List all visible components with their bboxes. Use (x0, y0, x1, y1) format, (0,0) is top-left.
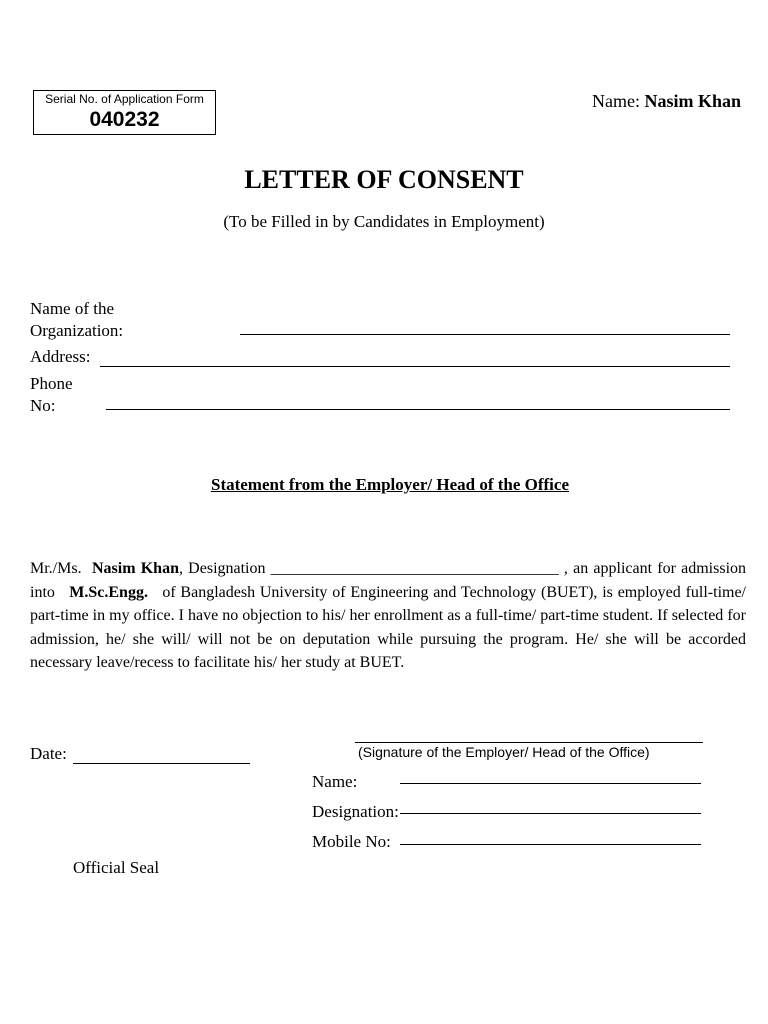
salutation: Mr./Ms. (30, 560, 82, 577)
address-field[interactable] (100, 366, 730, 367)
serial-number-value: 040232 (89, 108, 160, 131)
organization-name-label (30, 298, 123, 342)
employer-designation-field[interactable] (400, 813, 701, 814)
signature-caption: (Signature of the Employer/ Head of the Office) (358, 744, 650, 760)
serial-number-box (33, 90, 216, 135)
employer-mobile-field[interactable] (400, 844, 701, 845)
employer-name-field[interactable] (400, 783, 701, 784)
employer-name-label: Name: (312, 772, 358, 791)
applicant-name-label: Name: (591, 91, 640, 111)
statement-paragraph (30, 557, 746, 675)
designation-blank[interactable]: ____________________________________ (270, 560, 559, 577)
address-label: Address: (30, 347, 91, 366)
designation-label: , Designation (178, 560, 266, 577)
employer-mobile-label: Mobile No: (312, 832, 391, 851)
signature-line[interactable] (355, 742, 703, 743)
statement-applicant-name: Nasim Khan (91, 560, 179, 577)
date-field[interactable] (73, 763, 250, 764)
employer-designation-label: Designation: (312, 802, 399, 821)
organization-name-field[interactable] (240, 334, 730, 335)
phone-label-line2: No: (30, 396, 56, 415)
phone-label (30, 373, 73, 417)
official-seal-label: Official Seal (73, 858, 160, 877)
statement-body: of Bangladesh University of Engineering and Technology (BUET), is employed full-time/ part-time in my office. I have no objection to his/ her enrollment as a full-time/ part-time student. If selected for admission, he/ she will/ will not be on deputation while pursuing the program. He/ she will be accorded necessary leave/recess to facilitate his/ her study at BUET. (30, 583, 747, 671)
organization-name-label-line1: Name of the (30, 299, 115, 318)
phone-label-line1: Phone (30, 374, 73, 393)
applicant-name-value: Nasim Khan (644, 91, 741, 111)
date-label: Date: (30, 744, 67, 763)
statement-heading: Statement from the Employer/ Head of the Office (210, 475, 569, 494)
program-name: M.Sc.Engg. (69, 583, 148, 601)
organization-name-label-line2: Organization: (30, 321, 124, 340)
page-title: LETTER OF CONSENT (244, 165, 524, 194)
phone-field[interactable] (106, 409, 730, 410)
page-subtitle: (To be Filled in by Candidates in Employment) (223, 212, 545, 231)
statement-intro: , an applicant for admission into (30, 560, 747, 601)
serial-number-label: Serial No. of Application Form (45, 92, 204, 106)
applicant-name-header (592, 91, 741, 112)
